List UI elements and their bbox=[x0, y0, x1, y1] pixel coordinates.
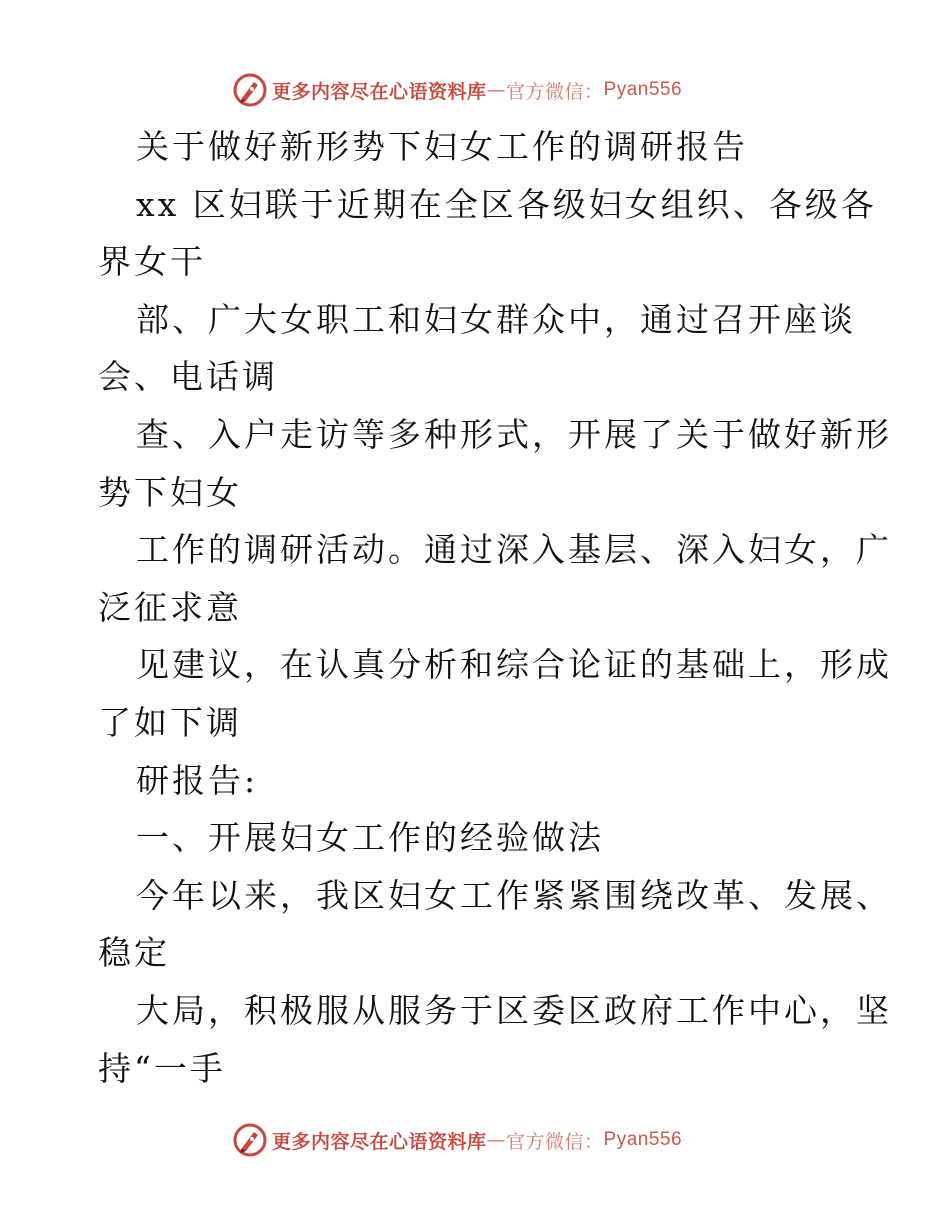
document-line: 界女干 bbox=[98, 242, 206, 282]
watermark-separator: — bbox=[486, 1129, 507, 1151]
document-line: 查、入户走访等多种形式，开展了关于做好新形 bbox=[136, 414, 892, 454]
watermark-banner-top bbox=[232, 70, 752, 110]
document-line: 了如下调 bbox=[98, 702, 242, 742]
document-line: 稳定 bbox=[98, 933, 170, 973]
watermark-wechat-label: 官方微信： bbox=[506, 80, 604, 103]
watermark-banner-bottom bbox=[232, 1120, 752, 1160]
watermark-wechat-id: Pyan556 bbox=[603, 1129, 683, 1150]
document-body bbox=[98, 118, 892, 1097]
pen-logo-icon bbox=[232, 72, 268, 108]
document-line: xx 区妇联于近期在全区各级妇女组织、各级各 bbox=[136, 184, 877, 224]
watermark-wechat-id: Pyan556 bbox=[603, 79, 683, 100]
document-line: 持“一手 bbox=[98, 1048, 226, 1088]
document-line: 研报告: bbox=[136, 760, 259, 800]
document-line: 势下妇女 bbox=[98, 472, 242, 512]
document-line: 关于做好新形势下妇女工作的调研报告 bbox=[136, 127, 748, 166]
document-line: 泛征求意 bbox=[98, 587, 242, 627]
watermark-brand-text: 更多内容尽在心语资料库 bbox=[272, 80, 487, 103]
document-line: 一、开展妇女工作的经验做法 bbox=[136, 818, 604, 858]
watermark-wechat-label: 官方微信： bbox=[506, 1130, 604, 1153]
document-line: 部、广大女职工和妇女群众中，通过召开座谈 bbox=[136, 299, 856, 339]
document-line: 工作的调研活动。通过深入基层、深入妇女，广 bbox=[136, 530, 892, 570]
document-line: 会、电话调 bbox=[98, 357, 278, 397]
pen-logo-icon bbox=[232, 1122, 268, 1158]
watermark-separator: — bbox=[486, 79, 507, 101]
document-line: 今年以来，我区妇女工作紧紧围绕改革、发展、 bbox=[136, 875, 892, 915]
document-line: 大局，积极服从服务于区委区政府工作中心，坚 bbox=[136, 990, 892, 1030]
watermark-brand-text: 更多内容尽在心语资料库 bbox=[272, 1130, 487, 1153]
document-line: 见建议，在认真分析和综合论证的基础上，形成 bbox=[136, 645, 892, 685]
